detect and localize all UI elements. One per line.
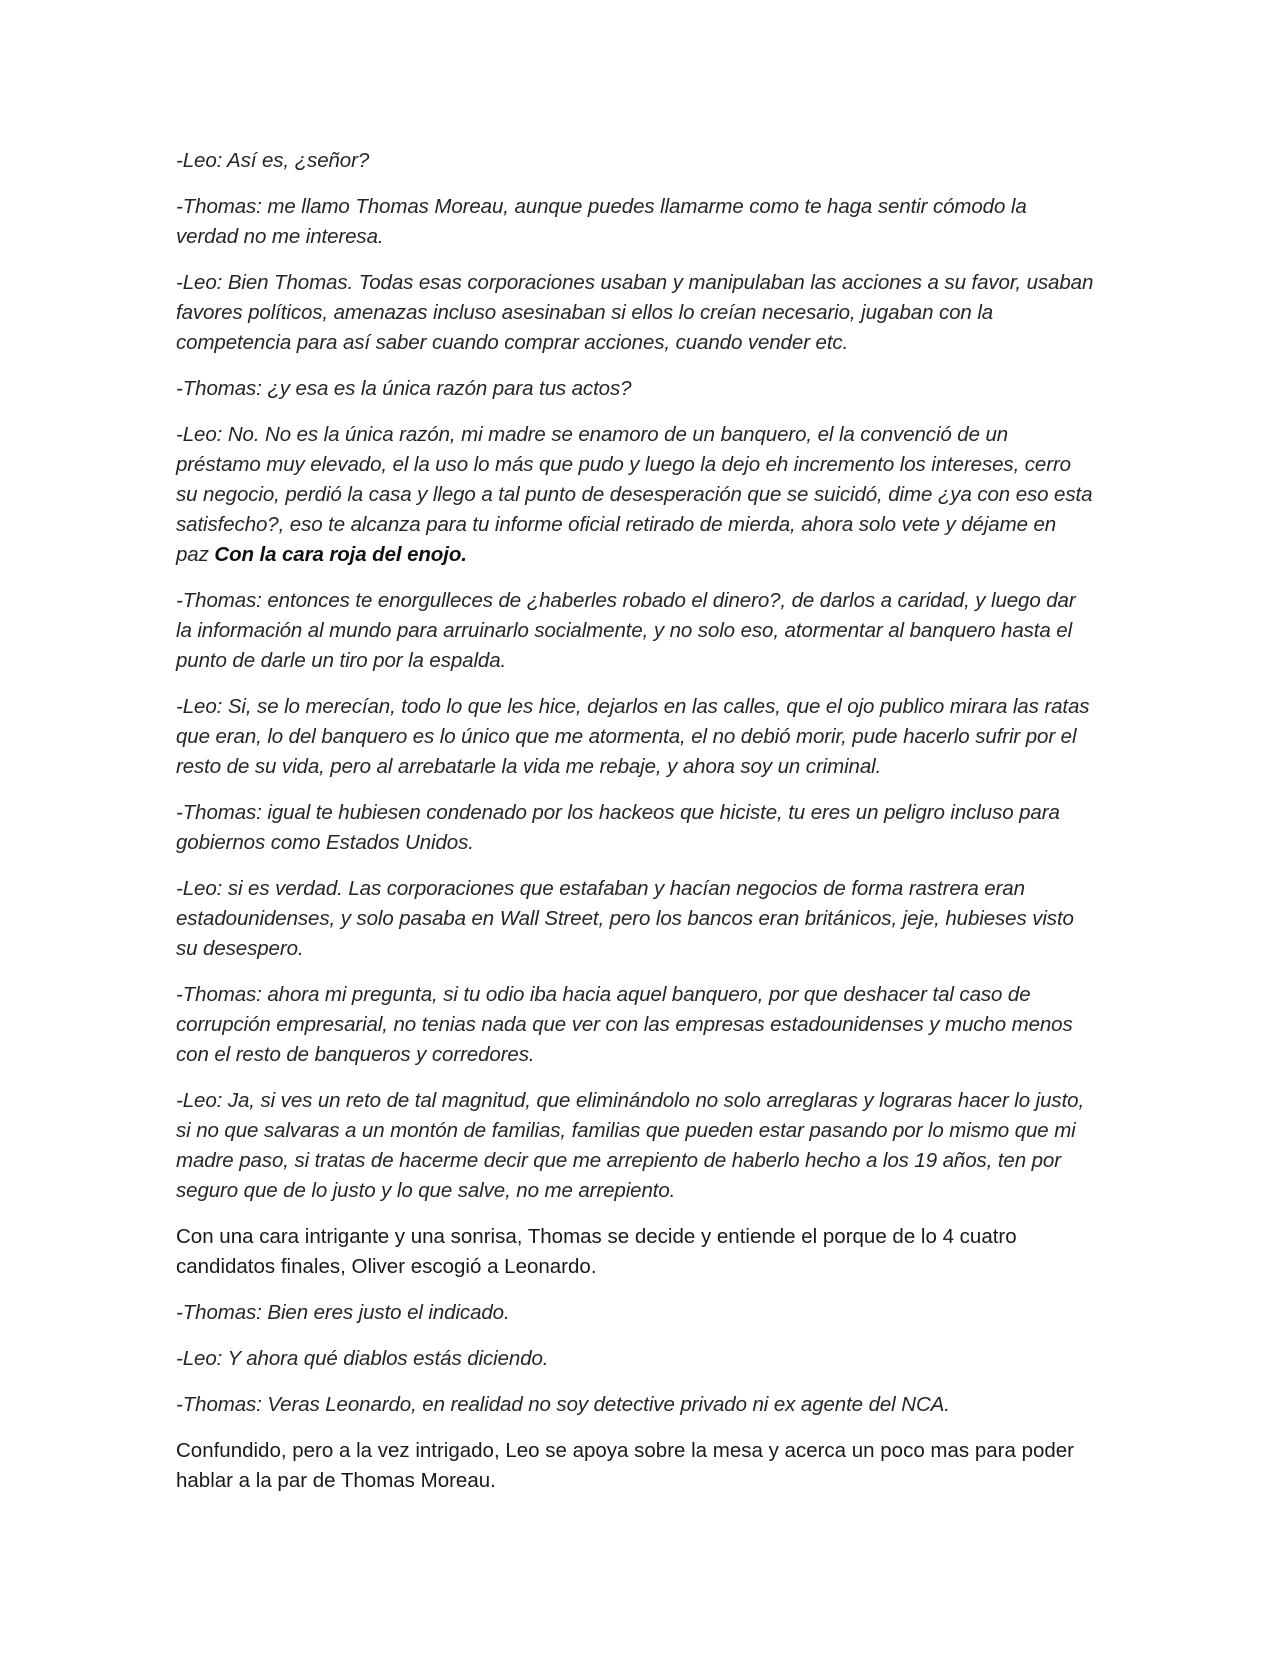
paragraph-text: Confundido, pero a la vez intrigado, Leo se apoya sobre la mesa y acerca un poco mas para poder hablar a la par de Thomas Moreau. bbox=[176, 1439, 1074, 1492]
paragraph-16 bbox=[176, 1436, 1094, 1496]
paragraph-11 bbox=[176, 1086, 1094, 1206]
paragraph-14 bbox=[176, 1344, 1094, 1374]
paragraph-text: -Thomas: ahora mi pregunta, si tu odio iba hacia aquel banquero, por que deshacer tal caso de corrupción empresarial, no tenias nada que ver con las empresas estadounidenses y mucho menos con el resto de banqueros y corredores. bbox=[176, 983, 1073, 1066]
paragraph-text: -Thomas: me llamo Thomas Moreau, aunque puedes llamarme como te haga sentir cómodo la verdad no me interesa. bbox=[176, 195, 1027, 248]
paragraph-text: -Leo: Si, se lo merecían, todo lo que les hice, dejarlos en las calles, que el ojo publico mirara las ratas que eran, lo del banquero es lo único que me atormenta, el no debió morir, pude hacerlo sufrir por el resto de su vida, pero al arrebatarle la vida me rebaje, y ahora soy un criminal. bbox=[176, 695, 1090, 778]
paragraph-7 bbox=[176, 692, 1094, 782]
stage-direction-emphasis: Con la cara roja del enojo. bbox=[214, 543, 467, 566]
paragraph-text: -Thomas: Bien eres justo el indicado. bbox=[176, 1301, 510, 1324]
paragraph-4 bbox=[176, 374, 1094, 404]
paragraph-text: -Thomas: ¿y esa es la única razón para tus actos? bbox=[176, 377, 632, 400]
paragraph-text: -Leo: Y ahora qué diablos estás diciendo. bbox=[176, 1347, 549, 1370]
paragraph-text: -Leo: si es verdad. Las corporaciones que estafaban y hacían negocios de forma rastrera eran estadounidenses, y solo pasaba en Wall Street, pero los bancos eran británicos, jeje, hubieses visto su desespero. bbox=[176, 877, 1074, 960]
paragraph-text: -Leo: No. No es la única razón, mi madre se enamoro de un banquero, el la convenció de un préstamo muy elevado, el la uso lo más que pudo y luego la dejo eh incremento los intereses, cerro su negocio, perdió la casa y llego a tal punto de desesperación que se suicidó, dime ¿ya con eso esta satisfecho?, eso te alcanza para tu informe oficial retirado de mierda, ahora solo vete y déjame en paz bbox=[176, 423, 1093, 566]
paragraph-6 bbox=[176, 586, 1094, 676]
paragraph-10 bbox=[176, 980, 1094, 1070]
document-body bbox=[176, 146, 1094, 1512]
paragraph-8 bbox=[176, 798, 1094, 858]
paragraph-15 bbox=[176, 1390, 1094, 1420]
paragraph-2 bbox=[176, 192, 1094, 252]
paragraph-12 bbox=[176, 1222, 1094, 1282]
paragraph-1 bbox=[176, 146, 1094, 176]
paragraph-text: -Leo: Así es, ¿señor? bbox=[176, 149, 370, 172]
paragraph-9 bbox=[176, 874, 1094, 964]
paragraph-13 bbox=[176, 1298, 1094, 1328]
paragraph-text: -Leo: Bien Thomas. Todas esas corporaciones usaban y manipulaban las acciones a su favor, usaban favores políticos, amenazas incluso asesinaban si ellos lo creían necesario, jugaban con la competencia para así saber cuando comprar acciones, cuando vender etc. bbox=[176, 271, 1094, 354]
paragraph-3 bbox=[176, 268, 1094, 358]
paragraph-text: -Thomas: igual te hubiesen condenado por los hackeos que hiciste, tu eres un peligro incluso para gobiernos como Estados Unidos. bbox=[176, 801, 1060, 854]
paragraph-text: Con una cara intrigante y una sonrisa, Thomas se decide y entiende el porque de lo 4 cuatro candidatos finales, Oliver escogió a Leonardo. bbox=[176, 1225, 1017, 1278]
paragraph-5 bbox=[176, 420, 1094, 570]
paragraph-text: -Thomas: entonces te enorgulleces de ¿haberles robado el dinero?, de darlos a caridad, y luego dar la información al mundo para arruinarlo socialmente, y no solo eso, atormentar al banquero hasta el punto de darle un tiro por la espalda. bbox=[176, 589, 1076, 672]
paragraph-text: -Thomas: Veras Leonardo, en realidad no soy detective privado ni ex agente del NCA. bbox=[176, 1393, 950, 1416]
paragraph-text: -Leo: Ja, si ves un reto de tal magnitud, que eliminándolo no solo arreglaras y lograras hacer lo justo, si no que salvaras a un montón de familias, familias que pueden estar pasando por lo mismo que mi madre paso, si tratas de hacerme decir que me arrepiento de haberlo hecho a los 19 años, ten por seguro que de lo justo y lo que salve, no me arrepiento. bbox=[176, 1089, 1085, 1202]
